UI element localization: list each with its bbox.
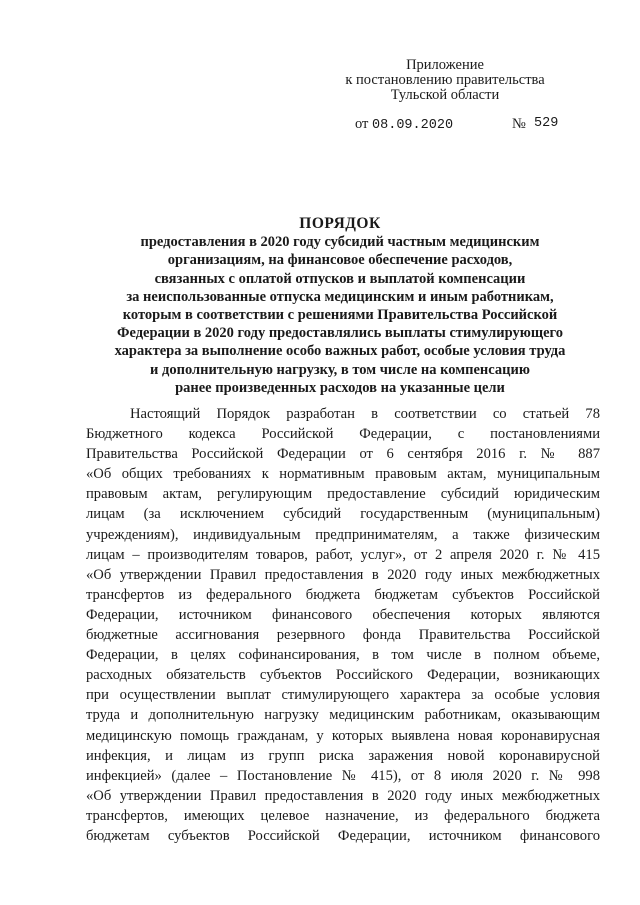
body-line: Федерации, источником финансового обеспечения которых являются (86, 606, 600, 623)
attachment-line: к постановлению правительства (345, 72, 545, 88)
title-line: которым в соответствии с решениями Правительства Российской (122, 307, 558, 324)
document-title (80, 215, 600, 397)
attachment-line: Тульской области (390, 87, 500, 103)
body-line: «Об утверждении Правил предоставления в 2020 году иных межбюджетных (86, 566, 600, 583)
body-line: лицам (за исключением субсидий государственным (муниципальным) (86, 506, 600, 523)
body-line: расходных обязательств субъектов Российского Федерации, возникающих (86, 667, 600, 684)
body-line: трансфертов, имеющих целевое назначение, из федерального бюджета (86, 807, 600, 824)
date-number-line (355, 116, 615, 134)
title-line: организациям, на финансовое обеспечение расходов, (167, 252, 513, 269)
body-line: медицинскую помощь гражданам, у которых выявлена новая коронавирусная (86, 727, 600, 744)
date-prefix: от (355, 116, 369, 132)
title-line: характера за выполнение особо важных работ, особые условия труда (114, 343, 566, 360)
body-line: Правительства Российской Федерации от 6 сентября 2016 г. № 887 (86, 446, 600, 463)
body-line: Бюджетного кодекса Российской Федерации, с постановлениями (86, 426, 600, 443)
body-line: «Об общих требованиях к нормативным правовым актам, муниципальным (86, 466, 600, 483)
number-label: № (512, 116, 526, 132)
title-line: предоставления в 2020 году субсидий частным медицинским (140, 234, 540, 251)
body-line: учреждениям), индивидуальным предпринимателям, а также физическим (86, 526, 600, 543)
body-line: правовым актам, регулирующим предоставление субсидий юридическим (86, 486, 600, 503)
attachment-line: Приложение (406, 57, 484, 73)
body-line: инфекция, и лицам из групп риска заражения новой коронавирусной (86, 747, 600, 764)
title-line: связанных с оплатой отпусков и выплатой компенсации (154, 270, 526, 287)
date-value: 08.09.2020 (372, 118, 454, 133)
body-line: лицам – производителям товаров, работ, услуг», от 2 апреля 2020 г. № 415 (86, 546, 600, 563)
title-line: за неиспользованные отпуска медицинским и иным работникам, (126, 288, 554, 305)
body-paragraph (86, 404, 600, 846)
title-heading: ПОРЯДОК (299, 215, 381, 232)
body-line: при осуществлении выплат стимулирующего характера за особые условия (86, 687, 600, 704)
body-line: инфекцией» (далее – Постановление № 415), от 8 июля 2020 г. № 998 (86, 767, 600, 784)
body-line: труда и дополнительную нагрузку медицинским работникам, оказывающим (86, 707, 600, 724)
attachment-header (300, 58, 590, 103)
body-line: Федерации, в целях софинансирования, в том числе в полном объеме, (86, 647, 600, 664)
number-value: 529 (534, 116, 559, 131)
title-line: ранее произведенных расходов на указанные цели (175, 379, 505, 396)
body-line: бюджетные ассигнования резервного фонда Правительства Российской (86, 627, 600, 644)
body-line: трансфертов из федерального бюджета бюджетам субъектов Российской (86, 586, 600, 603)
body-line: «Об утверждении Правил предоставления в 2020 году иных межбюджетных (86, 787, 600, 804)
body-line: бюджетам субъектов Российской Федерации, источником финансового (86, 827, 600, 844)
title-line: Федерации в 2020 году предоставлялись выплаты стимулирующего (117, 325, 563, 342)
title-line: и дополнительную нагрузку, в том числе на компенсацию (150, 361, 530, 378)
body-line: Настоящий Порядок разработан в соответствии со статьей 78 (130, 406, 600, 422)
